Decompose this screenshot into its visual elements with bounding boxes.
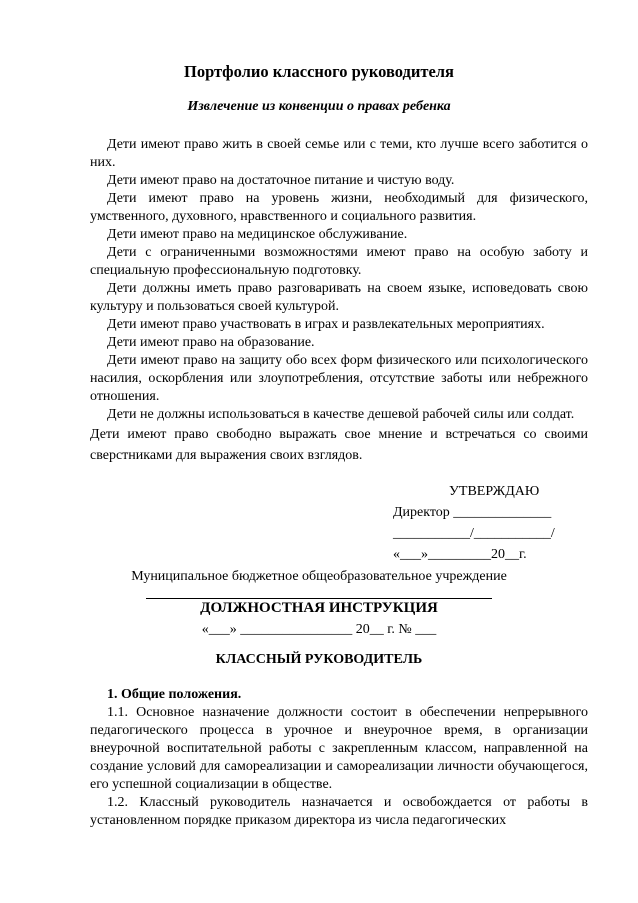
right-item: Дети имеют право участвовать в играх и развлекательных мероприятиях. — [107, 317, 545, 332]
page-subtitle: Извлечение из конвенции о правах ребенка — [187, 99, 451, 114]
section-paragraph: 1.1. Основное назначение должности состоит в обеспечении непрерывного педагогического процесса в урочное и внеурочное время, в организации внеурочной воспитательной работы с закрепленным классом, направленной на создание условий для самореализации и самореализации личности обучающегося, его успешной социализации в обществе. — [90, 705, 588, 792]
right-item: Дети имеют право на уровень жизни, необходимый для физического, умственного, духовного, нравственного и социального развития. — [90, 191, 588, 224]
director-line: Директор ______________ — [393, 505, 552, 520]
signature-line: ___________/___________/ — [393, 526, 555, 541]
right-item: Дети не должны использоваться в качестве дешевой рабочей силы или солдат. — [107, 407, 575, 422]
approval-heading: УТВЕРЖДАЮ — [449, 484, 540, 499]
approval-block — [393, 481, 555, 565]
right-item: Дети с ограниченными возможностями имеют право на особую заботу и специальную профессиональную подготовку. — [90, 245, 588, 278]
right-item: Дети имеют право на образование. — [107, 335, 315, 350]
section-heading: 1. Общие положения. — [107, 687, 242, 702]
approval-date-line: «___»_________20__г. — [393, 547, 527, 562]
right-item: Дети имеют право на медицинское обслуживание. — [107, 227, 408, 242]
rights-list — [90, 136, 588, 466]
right-item: Дети имеют право на защиту обо всех форм физического или психологического насилия, оскорбления или злоупотребления, отсутствие заботы или небрежного отношения. — [90, 353, 588, 404]
general-provisions-section — [90, 686, 588, 830]
page-title: Портфолио классного руководителя — [184, 62, 454, 81]
right-item: Дети имеют право жить в своей семье или с теми, кто лучше всего заботится о них. — [90, 137, 588, 170]
instruction-date-line: «___» ________________ 20__ г. № ___ — [201, 622, 437, 637]
institution-block — [0, 568, 638, 599]
instruction-title: ДОЛЖНОСТНАЯ ИНСТРУКЦИЯ — [200, 600, 438, 616]
institution-blank-line — [146, 586, 492, 599]
section-paragraph: 1.2. Классный руководитель назначается и освобождается от работы в установленном порядке приказом директора из числа педагогических — [90, 795, 588, 828]
role-title: КЛАССНЫЙ РУКОВОДИТЕЛЬ — [215, 652, 423, 667]
right-item: Дети имеют право на достаточное питание и чистую воду. — [107, 173, 455, 188]
institution-name: Муниципальное бюджетное общеобразовательное учреждение — [131, 569, 507, 584]
right-item: Дети должны иметь право разговаривать на своем языке, исповедовать свою культуру и пользоваться своей культурой. — [90, 281, 588, 314]
right-item: Дети имеют право свободно выражать свое мнение и встречаться со своими сверстниками для выражения своих взглядов. — [90, 427, 588, 463]
